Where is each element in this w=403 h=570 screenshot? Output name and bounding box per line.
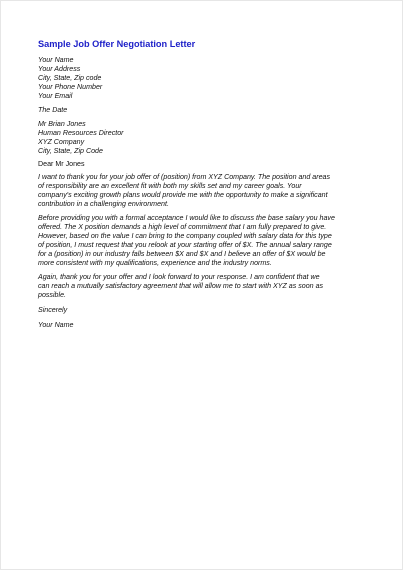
sender-phone: Your Phone Number — [38, 83, 103, 91]
salutation: Dear Mr Jones — [38, 160, 85, 168]
paragraph-1-line: contribution in a challenging environment. — [38, 200, 169, 208]
paragraph-2-line: of position, I must request that you relook at your starting offer of $X. The annual salary range — [38, 241, 332, 249]
paragraph-3-line: Again, thank you for your offer and I look forward to your response. I am confident that we — [38, 273, 320, 281]
sender-city-state-zip: City, State, Zip code — [38, 74, 102, 82]
paragraph-3-line: possible. — [38, 291, 66, 299]
paragraph-1-line: I want to thank you for your job offer of (position) from XYZ Company. The position and areas — [38, 173, 331, 181]
paragraph-1-line: company's exciting growth plans would provide me with the opportunity to make a significant — [38, 191, 328, 199]
paragraph-1 — [38, 173, 368, 209]
letter-content — [38, 38, 368, 330]
paragraph-1-line: of responsibility are an excellent fit with both my skills set and my career goals. Your — [38, 182, 302, 190]
letter-title: Sample Job Offer Negotiation Letter — [38, 39, 196, 49]
sender-address: Your Address — [38, 65, 81, 73]
sender-address-block — [38, 56, 368, 101]
paragraph-2-line: more consistent with my qualifications, experience and the industry norms. — [38, 259, 272, 267]
recipient-company: XYZ Company — [38, 138, 85, 146]
paragraph-2 — [38, 214, 368, 268]
closing: Sincerely — [38, 306, 68, 314]
recipient-address-block — [38, 120, 368, 156]
paragraph-2-line: However, based on the value I can bring to the company coupled with salary data for this type — [38, 232, 332, 240]
paragraph-3 — [38, 273, 368, 300]
recipient-city-state-zip: City, State, Zip Code — [38, 147, 103, 155]
paragraph-2-line: for a (position) in our industry falls between $X and $X and I believe an offer of $X would be — [38, 250, 326, 258]
paragraph-3-line: can reach a mutually satisfactory agreement that will allow me to start with XYZ as soon as — [38, 282, 324, 290]
paragraph-2-line: offered. The X position demands a high level of commitment that I am fully prepared to give. — [38, 223, 327, 231]
sender-email: Your Email — [38, 92, 73, 100]
paragraph-2-line: Before providing you with a formal acceptance I would like to discuss the base salary you have — [38, 214, 335, 222]
sender-name: Your Name — [38, 56, 74, 64]
recipient-name: Mr Brian Jones — [38, 120, 86, 128]
recipient-title: Human Resources Director — [38, 129, 124, 137]
signature-name: Your Name — [38, 321, 74, 329]
letter-date: The Date — [38, 106, 68, 114]
